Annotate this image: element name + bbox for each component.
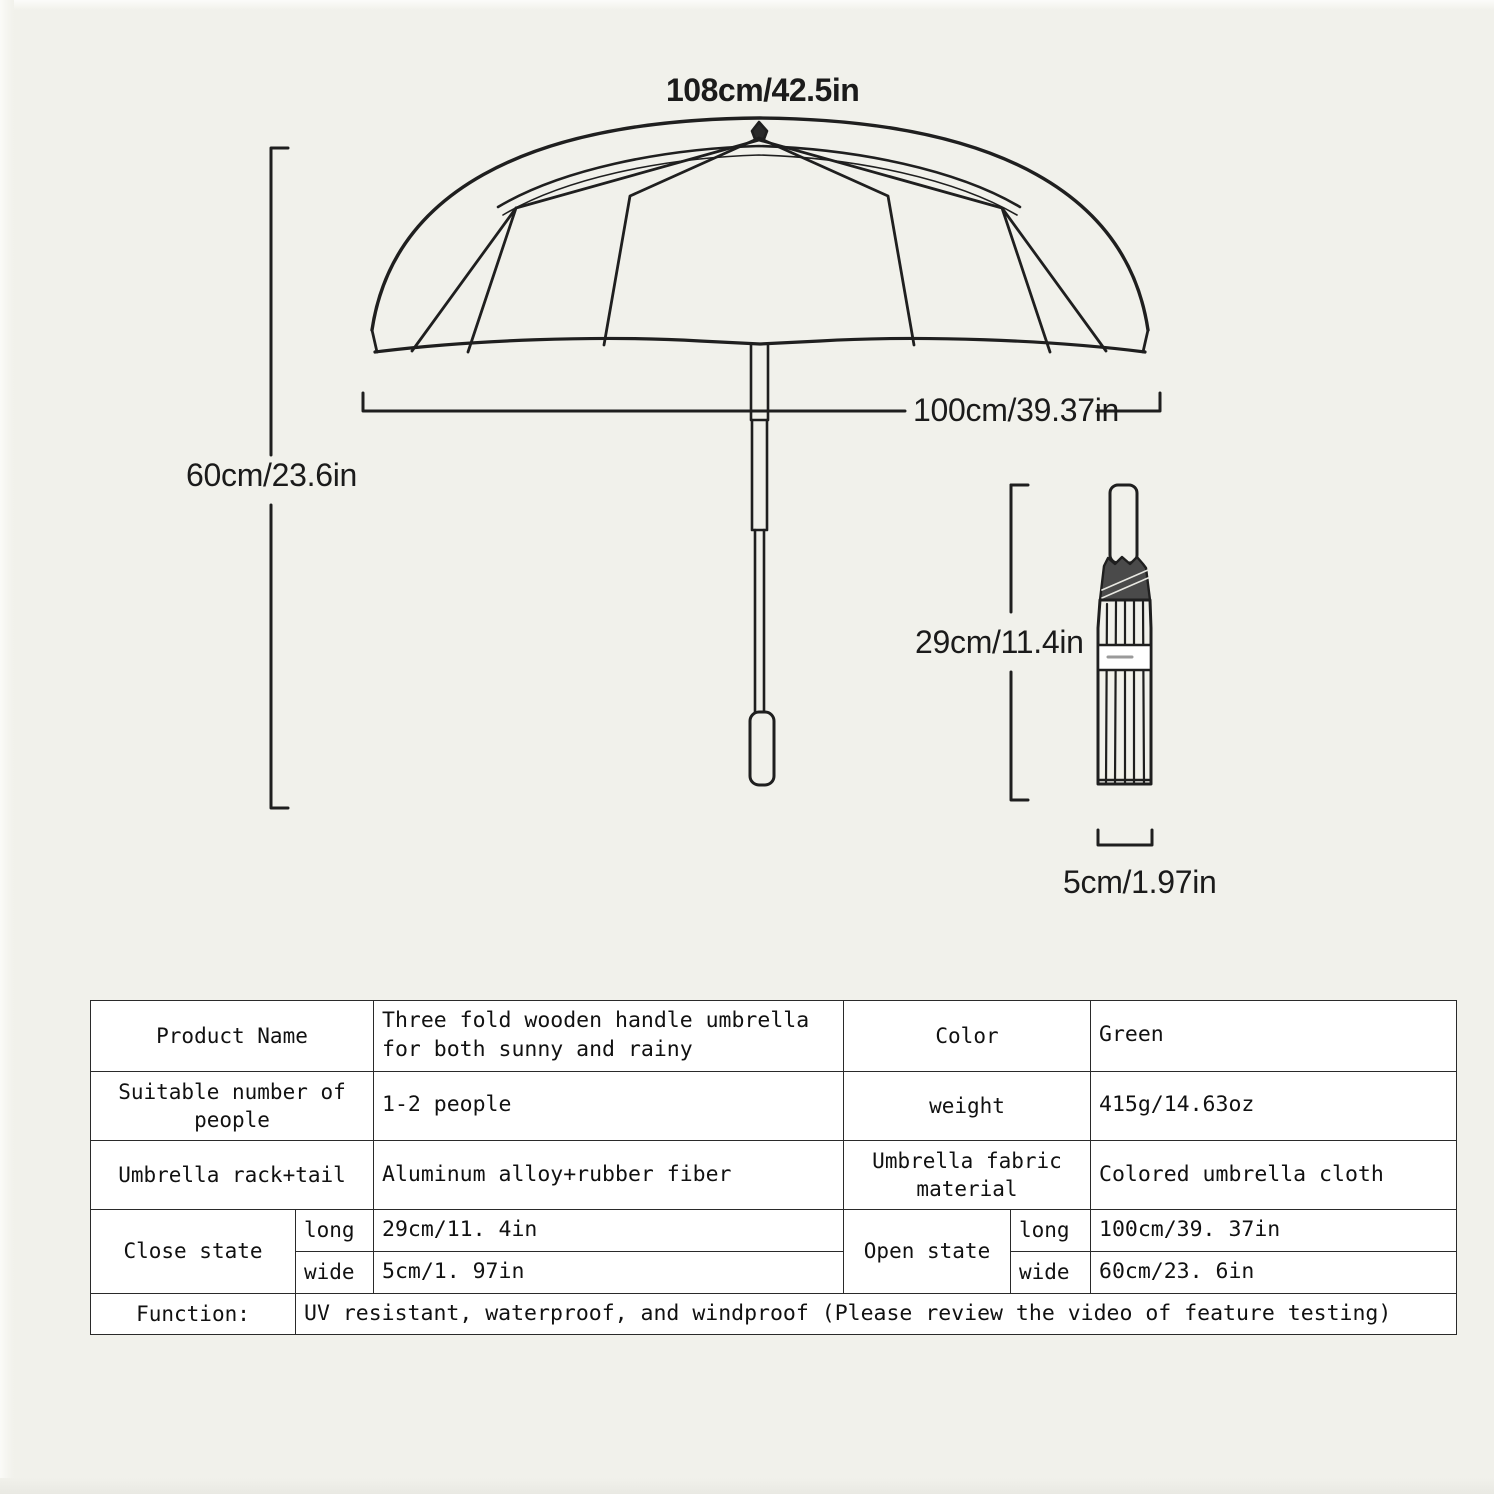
cell-weight-key: weight (844, 1071, 1091, 1140)
open-umbrella-illustration (372, 118, 1148, 785)
cell-suitable-number-value: 1-2 people (374, 1071, 844, 1140)
folded-fold-1 (1106, 604, 1107, 784)
canopy-rib-left-mid (468, 140, 759, 352)
cell-open-wide-key: wide (1011, 1251, 1091, 1293)
canopy-rib-right-outer (1002, 208, 1106, 351)
table-row (91, 1071, 1457, 1140)
folded-fold-2 (1115, 602, 1116, 784)
cell-open-long-value: 100cm/39. 37in (1091, 1210, 1457, 1252)
canopy-apex-finial (752, 122, 767, 139)
canopy-rib-right-inner (759, 138, 914, 345)
label-canopy-height: 60cm/23.6in (186, 457, 358, 493)
height-bracket-upper (271, 148, 288, 455)
cell-fabric-material-value: Colored umbrella cloth (1091, 1140, 1457, 1209)
table-row (91, 1293, 1457, 1335)
cell-function-key: Function: (91, 1293, 296, 1335)
umbrella-shaft-lower (755, 530, 764, 712)
folded-length-bracket-lower (1011, 672, 1028, 800)
cell-suitable-number-key: Suitable number of people (91, 1071, 374, 1140)
table-row (91, 1001, 1457, 1072)
page-edge-bottom (0, 1478, 1494, 1494)
cell-fabric-material-key: Umbrella fabric material (844, 1140, 1091, 1209)
canopy-rib-far-right (1143, 330, 1148, 352)
folded-width-bracket-path (1098, 830, 1152, 845)
label-folded-length: 29cm/11.4in (915, 624, 1084, 660)
cell-open-wide-value: 60cm/23. 6in (1091, 1251, 1457, 1293)
cell-rack-tail-key: Umbrella rack+tail (91, 1140, 374, 1209)
height-bracket-lower (271, 505, 288, 808)
umbrella-shaft-middle (752, 420, 767, 530)
canopy-inner-seam-2 (503, 155, 1017, 215)
label-canopy-width: 100cm/39.37in (913, 392, 1120, 428)
umbrella-shaft-upper (751, 344, 768, 420)
cell-open-state-key: Open state (844, 1210, 1011, 1294)
cell-close-long-key: long (296, 1210, 374, 1252)
cell-color-value: Green (1091, 1001, 1457, 1072)
product-specification-table (90, 1000, 1456, 1335)
label-folded-width: 5cm/1.97in (1063, 864, 1217, 900)
cell-product-name-key: Product Name (91, 1001, 374, 1072)
table-row (91, 1210, 1457, 1252)
cell-close-wide-key: wide (296, 1251, 374, 1293)
label-canopy-arc: 108cm/42.5in (666, 72, 860, 108)
table-row (91, 1251, 1457, 1293)
cell-color-key: Color (844, 1001, 1091, 1072)
cell-close-long-value: 29cm/11. 4in (374, 1210, 844, 1252)
cell-weight-value: 415g/14.63oz (1091, 1071, 1457, 1140)
folded-handle (1110, 485, 1137, 563)
width-bracket-left (363, 393, 905, 411)
cell-open-long-key: long (1011, 1210, 1091, 1252)
folded-fold-5 (1143, 602, 1144, 784)
canopy-rib-right-mid (759, 140, 1050, 352)
canopy-rib-left-outer (412, 208, 516, 351)
folded-width-bracket (1098, 830, 1152, 845)
cell-rack-tail-value: Aluminum alloy+rubber fiber (374, 1140, 844, 1209)
table-row (91, 1140, 1457, 1209)
umbrella-wooden-handle (750, 712, 774, 785)
spec-table (90, 1000, 1457, 1335)
canopy-rib-left-inner (604, 138, 759, 345)
folded-umbrella-illustration (1098, 485, 1151, 784)
cell-product-name-value: Three fold wooden handle umbrella for both sunny and rainy (374, 1001, 844, 1072)
folded-top-cap (1100, 557, 1150, 600)
canopy-rib-far-left (372, 330, 377, 352)
cell-close-wide-value: 5cm/1. 97in (374, 1251, 844, 1293)
cell-close-state-key: Close state (91, 1210, 296, 1294)
canopy-hem-line (375, 338, 1145, 352)
cell-function-value: UV resistant, waterproof, and windproof (Please review the video of feature testing) (296, 1293, 1457, 1335)
